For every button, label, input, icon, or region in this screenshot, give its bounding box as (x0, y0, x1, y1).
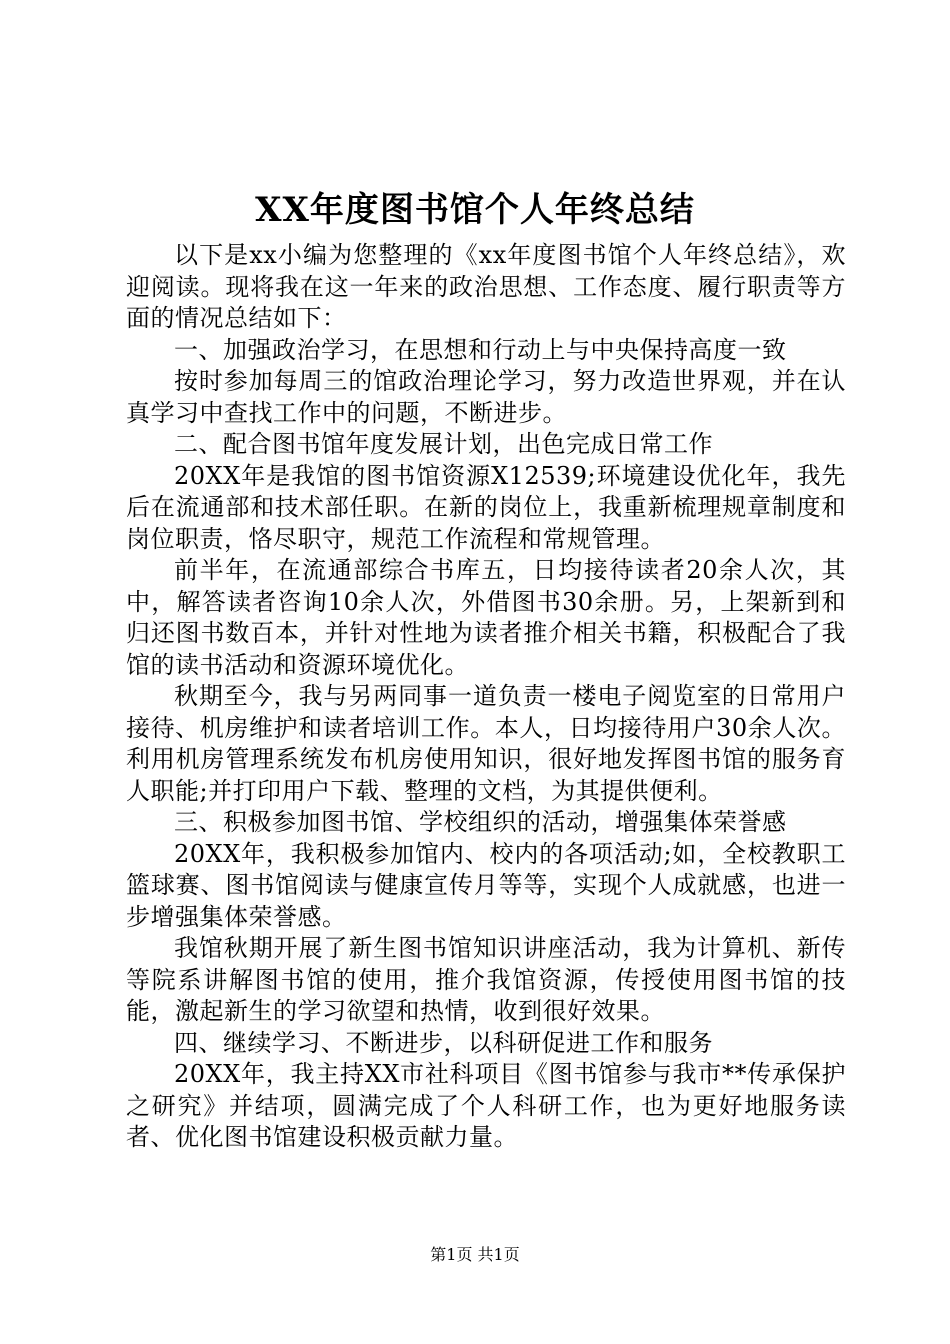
paragraph: 20XX年是我馆的图书馆资源X12539;环境建设优化年，我先后在流通部和技术部任职。在新的岗位上，我重新梳理规章制度和岗位职责，恪尽职守，规范工作流程和常规管理。 (126, 461, 846, 553)
page-footer: 第1页 共1页 (430, 1245, 520, 1264)
paragraph-intro: 以下是xx小编为您整理的《xx年度图书馆个人年终总结》，欢迎阅读。现将我在这一年来的政治思想、工作态度、履行职责等方面的情况总结如下： (126, 241, 846, 332)
document-body (126, 240, 846, 1154)
paragraph: 我馆秋期开展了新生图书馆知识讲座活动，我为计算机、新传等院系讲解图书馆的使用，推介我馆资源，传授使用图书馆的技能，激起新生的学习欲望和热情，收到很好效果。 (126, 934, 846, 1025)
paragraph: 20XX年，我积极参加馆内、校内的各项活动;如，全校教职工篮球赛、图书馆阅读与健康宣传月等等，实现个人成就感，也进一步增强集体荣誉感。 (126, 839, 846, 931)
section-heading-2: 二、配合图书馆年度发展计划，出色完成日常工作 (174, 430, 713, 458)
paragraph: 秋期至今，我与另两同事一道负责一楼电子阅览室的日常用户接待、机房维护和读者培训工作。本人，日均接待用户30余人次。利用机房管理系统发布机房使用知识，很好地发挥图书馆的服务育人职能;并打印用户下载、整理的文档，为其提供便利。 (126, 682, 846, 805)
document-title: XX年度图书馆个人年终总结 (255, 190, 695, 230)
section-heading-3: 三、积极参加图书馆、学校组织的活动，增强集体荣誉感 (174, 808, 787, 836)
section-heading-1: 一、加强政治学习，在思想和行动上与中央保持高度一致 (174, 335, 787, 364)
paragraph: 按时参加每周三的馆政治理论学习，努力改造世界观，并在认真学习中查找工作中的问题，不断进步。 (126, 367, 846, 427)
section-heading-4: 四、继续学习、不断进步，以科研促进工作和服务 (174, 1028, 713, 1057)
paragraph: 前半年，在流通部综合书库五，日均接待读者20余人次，其中，解答读者咨询10余人次，外借图书30余册。另，上架新到和归还图书数百本，并针对性地为读者推介相关书籍，积极配合了我馆的读书活动和资源环境优化。 (126, 556, 846, 679)
paragraph: 20XX年，我主持XX市社科项目《图书馆参与我市**传承保护之研究》并结项，圆满完成了个人科研工作，也为更好地服务读者、优化图书馆建设积极贡献力量。 (126, 1060, 846, 1151)
